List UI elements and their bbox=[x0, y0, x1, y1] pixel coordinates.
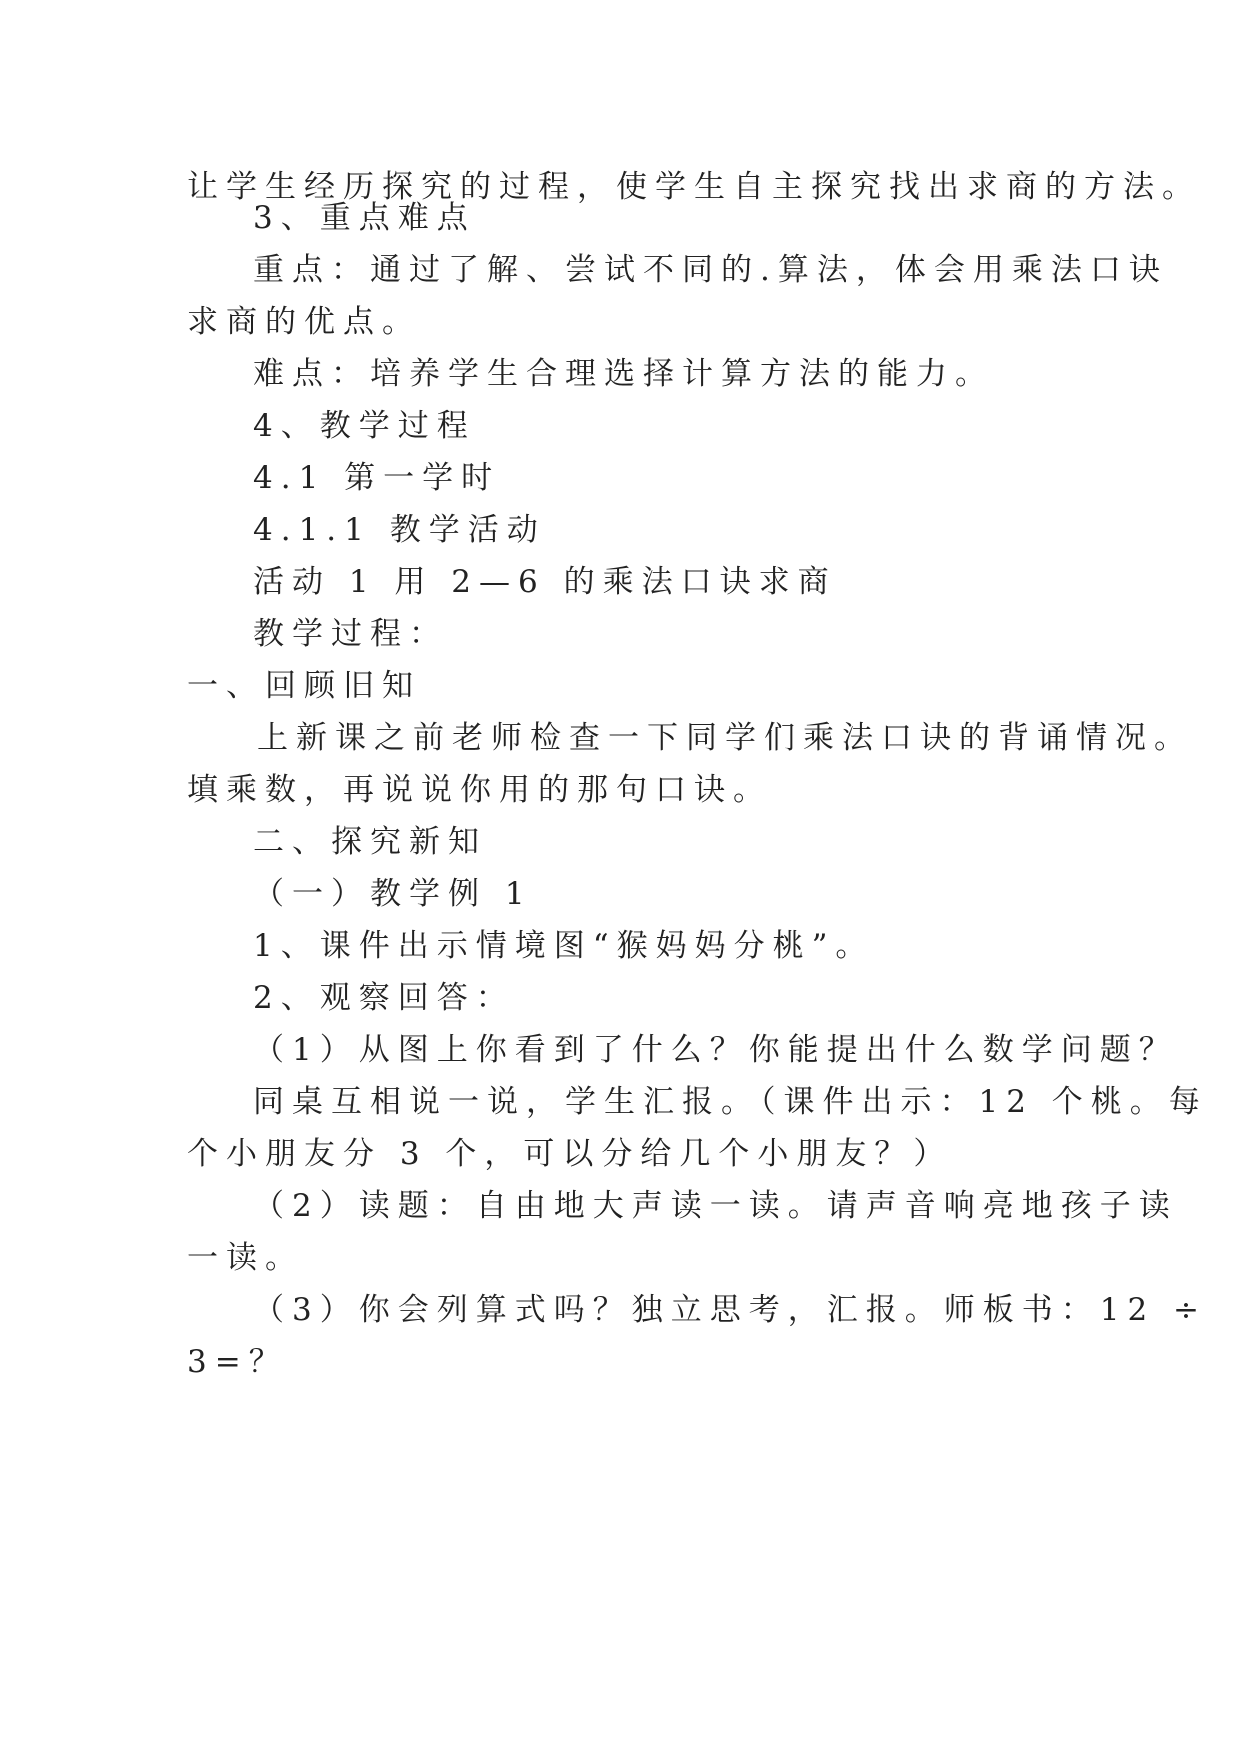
paragraph-line: 1、课件出示情境图“猴妈妈分桃”。 bbox=[253, 928, 875, 964]
paragraph-line: （3）你会列算式吗？独立思考，汇报。师板书：12 ÷ bbox=[253, 1292, 1207, 1328]
paragraph-line: 填乘数，再说说你用的那句口诀。 bbox=[187, 772, 772, 808]
subsection-heading: （一）教学例 1 bbox=[253, 876, 533, 912]
section-heading: 二、探究新知 bbox=[253, 824, 487, 860]
subsection-heading: 4.1.1 教学活动 bbox=[253, 512, 546, 548]
paragraph-line: 个小朋友分 3 个，可以分给几个小朋友？） bbox=[187, 1136, 953, 1172]
paragraph-line: 让学生经历探究的过程，使学生自主探究找出求商的方法。 bbox=[187, 169, 1201, 205]
paragraph-line: 3=？ bbox=[187, 1344, 288, 1380]
paragraph-line: 一读。 bbox=[187, 1240, 304, 1276]
paragraph-line: （1）从图上你看到了什么？你能提出什么数学问题？ bbox=[253, 1032, 1178, 1068]
section-heading: 一、回顾旧知 bbox=[187, 668, 421, 704]
subsection-heading: 4.1 第一学时 bbox=[253, 460, 501, 496]
paragraph-line: 2、观察回答： bbox=[253, 980, 515, 1016]
paragraph-line: 求商的优点。 bbox=[187, 304, 421, 340]
paragraph-line: 同桌互相说一说，学生汇报。（课件出示：12 个桃。每 bbox=[253, 1084, 1208, 1120]
paragraph-line: 重点：通过了解、尝试不同的.算法，体会用乘法口诀 bbox=[253, 252, 1168, 288]
paragraph-line: 难点：培养学生合理选择计算方法的能力。 bbox=[253, 356, 994, 392]
paragraph-line: 上新课之前老师检查一下同学们乘法口诀的背诵情况。 bbox=[257, 720, 1193, 756]
section-heading: 4、教学过程 bbox=[253, 408, 476, 444]
paragraph-line: 教学过程： bbox=[253, 616, 448, 652]
section-heading: 3、重点难点 bbox=[253, 200, 476, 236]
paragraph-line: 活动 1 用 2—6 的乘法口诀求商 bbox=[253, 564, 837, 600]
paragraph-line: （2）读题：自由地大声读一读。请声音响亮地孩子读 bbox=[253, 1188, 1178, 1224]
